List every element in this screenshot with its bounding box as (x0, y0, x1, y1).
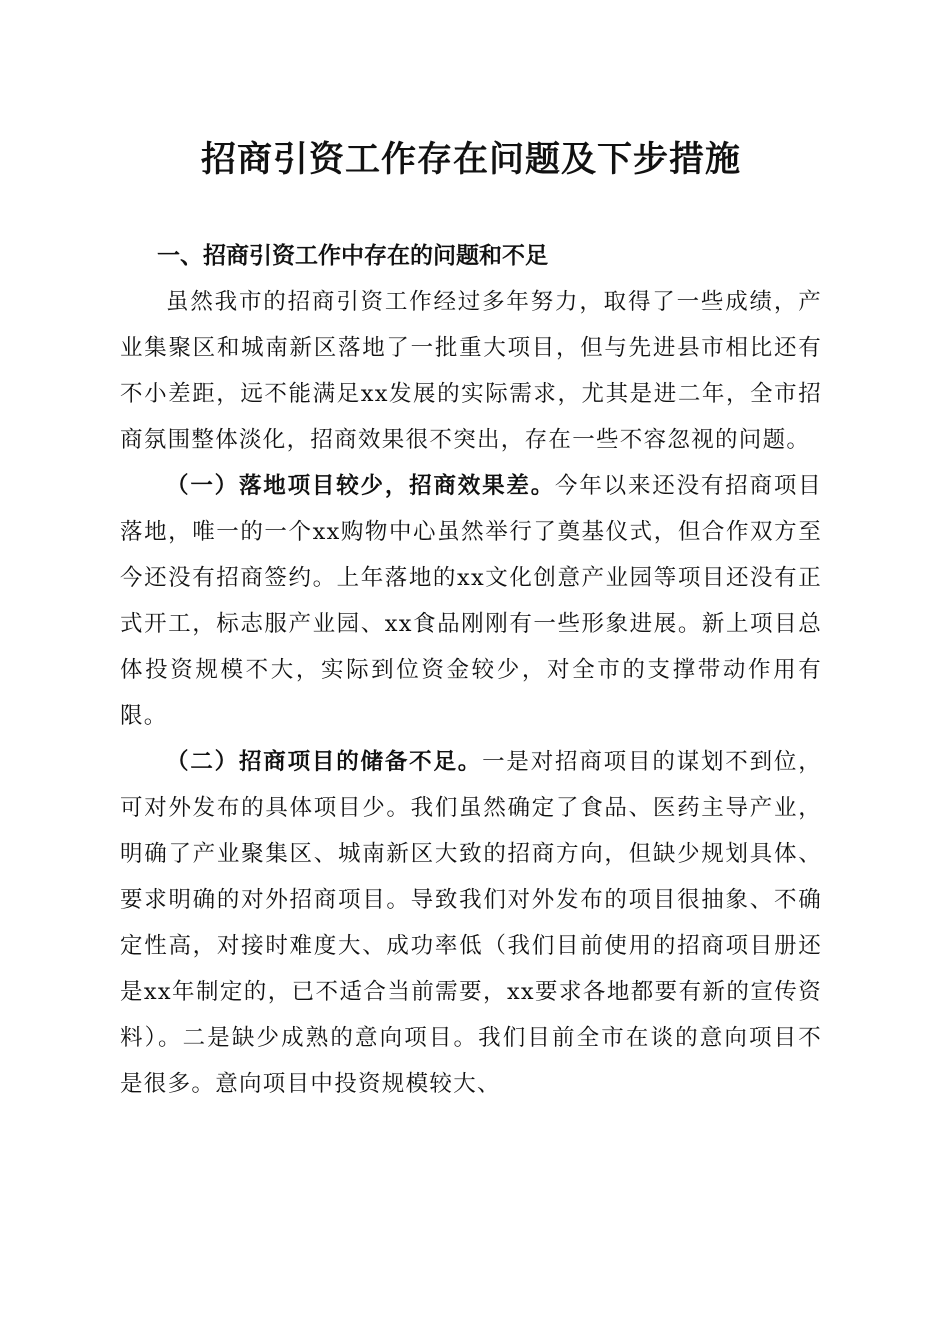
item-2-paragraph (120, 739, 822, 1107)
item-1-paragraph (120, 463, 822, 739)
document-title: 招商引资工作存在问题及下步措施 (200, 139, 741, 180)
item-2-lead: （二）招商项目的储备不足。 (166, 749, 483, 775)
item-1-body: 今年以来还没有招商项目落地，唯一的一个xx购物中心虽然举行了奠基仪式，但合作双方至今还没有招商签约。上年落地的xx文化创意产业园等项目还没有正式开工，标志服产业园、xx食品刚刚有一些形象进展。新上项目总体投资规模不大，实际到位资金较少，对全市的支撑带动作用有限。 (120, 473, 822, 729)
item-2-body: 一是对招商项目的谋划不到位，可对外发布的具体项目少。我们虽然确定了食品、医药主导产业，明确了产业聚集区、城南新区大致的招商方向，但缺少规划具体、要求明确的对外招商项目。导致我们对外发布的项目很抽象、不确定性高，对接时难度大、成功率低（我们目前使用的招商项目册还是xx年制定的，已不适合当前需要，xx要求各地都要有新的宣传资料）。二是缺少成熟的意向项目。我们目前全市在谈的意向项目不是很多。意向项目中投资规模较大、 (120, 749, 823, 1097)
intro-paragraph: 虽然我市的招商引资工作经过多年努力，取得了一些成绩，产业集聚区和城南新区落地了一批重大项目，但与先进县市相比还有不小差距，远不能满足xx发展的实际需求，尤其是进二年，全市招商氛围整体淡化，招商效果很不突出，存在一些不容忽视的问题。 (120, 289, 822, 453)
item-1-lead: （一）落地项目较少，招商效果差。 (166, 473, 556, 499)
section-heading-1: 一、招商引资工作中存在的问题和不足 (157, 243, 548, 269)
